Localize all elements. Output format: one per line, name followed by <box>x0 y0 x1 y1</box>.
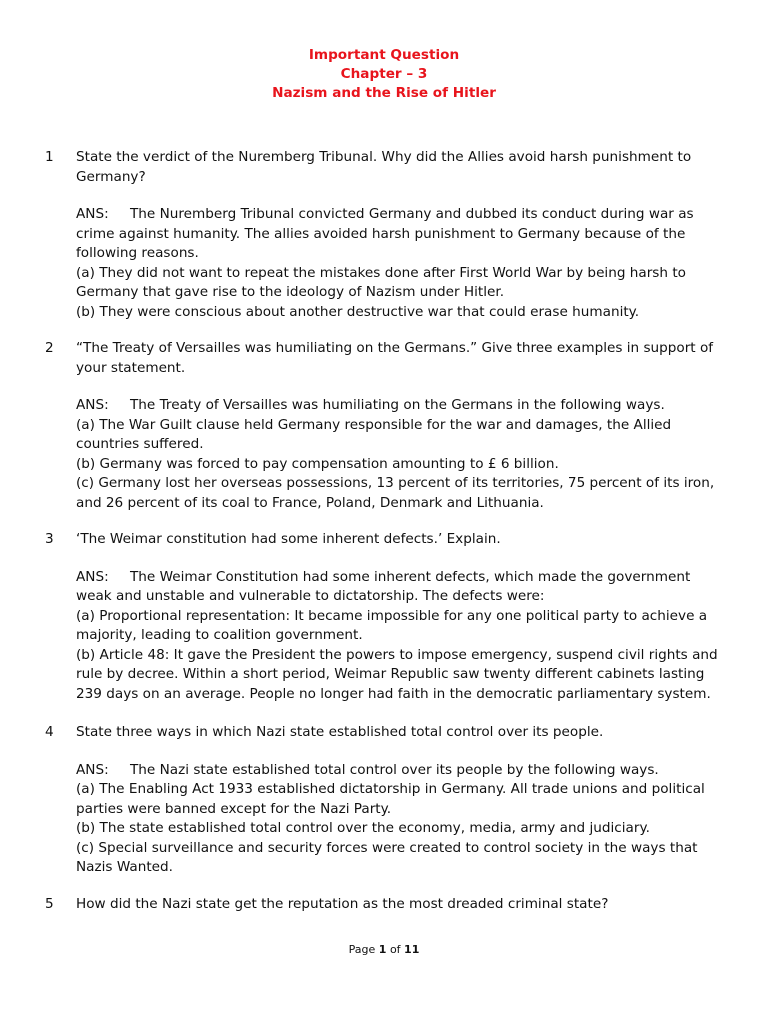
question-number: 5 <box>45 896 54 912</box>
answer-first-line: ANS: The Treaty of Versailles was humiliating on the Germans in the following ways. <box>76 396 716 416</box>
header-title: Important Question <box>308 47 460 63</box>
answer-label: ANS: <box>76 206 109 222</box>
header-subtitle: Nazism and the Rise of Hitler <box>272 85 496 101</box>
page-of-label: of <box>389 943 401 956</box>
answer-text: crime against humanity. The allies avoided harsh punishment to Germany because of the <box>76 225 686 242</box>
answer-text: (a) Proportional representation: It became impossible for any one political party to achieve a <box>76 607 708 624</box>
current-page-number: 1 <box>378 943 387 956</box>
answer-text: (a) The Enabling Act 1933 established dictatorship in Germany. All trade unions and political <box>76 781 705 797</box>
total-page-count: 11 <box>404 943 420 956</box>
answer-text: rule by decree. Within a short period, Weimar Republic saw twenty different cabinets lasting <box>76 666 705 682</box>
answer-text: following reasons. <box>76 245 199 261</box>
header-chapter: Chapter – 3 <box>340 66 428 82</box>
answer-text: parties were banned except for the Nazi Party. <box>76 800 392 817</box>
answer-text: Nazis Wanted. <box>76 859 173 875</box>
question-text: State three ways in which Nazi state established total control over its people. <box>76 724 604 740</box>
answer-text: (c) Germany lost her overseas possessions, 13 percent of its territories, 75 percent of its iron, <box>76 475 715 491</box>
answer-text: (b) The state established total control over the economy, media, army and judiciary. <box>76 820 650 836</box>
answer-text: 239 days on an average. People no longer had faith in the democratic parliamentary system. <box>76 685 711 702</box>
answer-first-line: ANS: The Weimar Constitution had some inherent defects, which made the government <box>76 568 716 588</box>
question-text: your statement. <box>76 359 186 376</box>
answer-text: (c) Special surveillance and security forces were created to control society in the ways that <box>76 839 698 856</box>
question-text: How did the Nazi state get the reputation as the most dreaded criminal state? <box>76 896 609 912</box>
answer-text: weak and unstable and vulnerable to dictatorship. The defects were: <box>76 588 545 604</box>
document-header <box>0 46 768 103</box>
question-text: State the verdict of the Nuremberg Tribunal. Why did the Allies avoid harsh punishment to <box>76 149 692 165</box>
question-number: 3 <box>45 531 54 547</box>
answer-label: ANS: <box>76 568 109 585</box>
answer-label: ANS: <box>76 397 109 413</box>
question-number: 2 <box>45 340 54 356</box>
answer-text: majority, leading to coalition government. <box>76 627 363 643</box>
answer-first-line: ANS: The Nuremberg Tribunal convicted Germany and dubbed its conduct during war as <box>76 205 716 225</box>
answer-text: Germany that gave rise to the ideology of Nazism under Hitler. <box>76 284 505 300</box>
answer-text: (b) They were conscious about another destructive war that could erase humanity. <box>76 303 640 320</box>
answer-label: ANS: <box>76 761 109 778</box>
question-text: “The Treaty of Versailles was humiliating on the Germans.” Give three examples in support of <box>76 340 714 356</box>
answer-text: (b) Germany was forced to pay compensation amounting to £ 6 billion. <box>76 455 559 472</box>
page-label: Page <box>348 943 376 956</box>
answer-text: (b) Article 48: It gave the President the powers to impose emergency, suspend civil rights and <box>76 646 718 663</box>
answer-first-line: ANS: The Nazi state established total control over its people by the following ways. <box>76 761 716 781</box>
answer-text: and 26 percent of its coal to France, Poland, Denmark and Lithuania. <box>76 494 544 511</box>
answer-text: countries suffered. <box>76 436 204 452</box>
answer-text: (a) They did not want to repeat the mistakes done after First World War by being harsh to <box>76 264 686 281</box>
page-number-footer <box>0 943 768 956</box>
question-text: Germany? <box>76 168 146 185</box>
question-number: 1 <box>45 149 54 165</box>
answer-text: (a) The War Guilt clause held Germany responsible for the war and damages, the Allied <box>76 416 672 433</box>
question-number: 4 <box>45 724 54 740</box>
question-text: ‘The Weimar constitution had some inherent defects.’ Explain. <box>76 531 501 547</box>
